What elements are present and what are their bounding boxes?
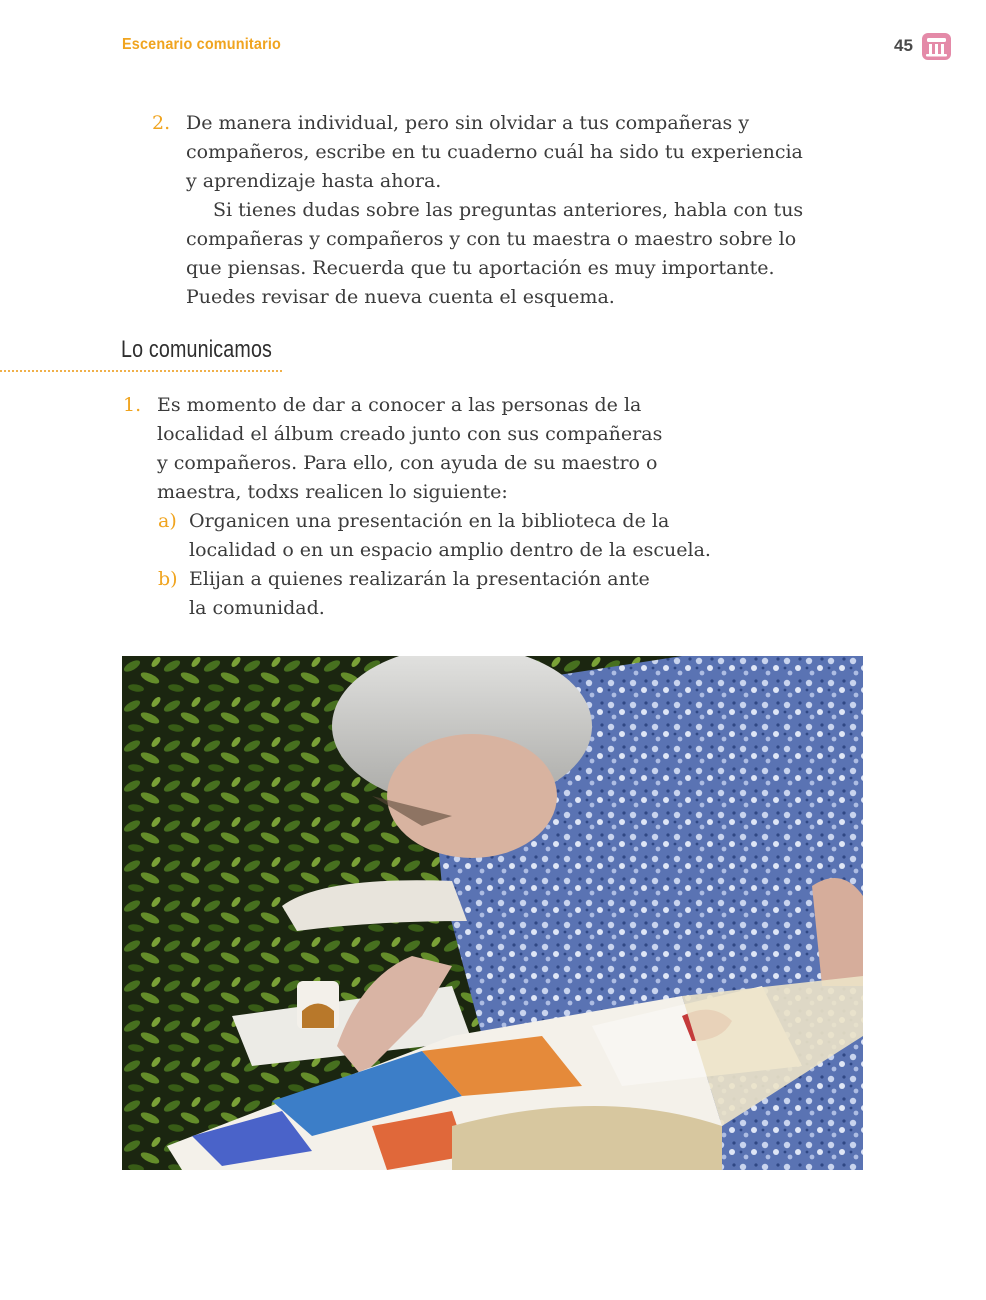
text-line: y aprendizaje hasta ahora. — [186, 170, 442, 192]
list-marker: b) — [158, 568, 178, 590]
text-line: Es momento de dar a conocer a las personas de la — [157, 394, 642, 416]
running-header: Escenario comunitario — [122, 36, 282, 53]
text-line: localidad o en un espacio amplio dentro de la escuela. — [189, 539, 711, 561]
photo-elderly-woman-photo-album — [122, 656, 863, 1170]
text-line: Puedes revisar de nueva cuenta el esquema. — [186, 286, 615, 308]
book-stack-icon — [922, 33, 951, 60]
page-number: 45 — [894, 36, 913, 55]
section-title: Lo comunicamos — [121, 336, 273, 363]
list-marker: a) — [158, 510, 177, 532]
text-line: compañeras y compañeros y con tu maestra o maestro sobre lo — [186, 228, 797, 250]
activity-2-number: 2. — [152, 112, 171, 134]
text-line: que piensas. Recuerda que tu aportación es muy importante. — [186, 257, 775, 279]
text-line: Si tienes dudas sobre las preguntas anteriores, habla con tus — [213, 199, 804, 221]
activity-1-number: 1. — [123, 394, 142, 416]
text-line: y compañeros. Para ello, con ayuda de su maestro o — [157, 452, 658, 474]
text-line: De manera individual, pero sin olvidar a tus compañeras y — [186, 112, 750, 134]
text-line: Elijan a quienes realizarán la presentación ante — [189, 568, 650, 590]
text-line: Organicen una presentación en la biblioteca de la — [189, 510, 670, 532]
section-divider — [0, 370, 282, 372]
text-line: localidad el álbum creado junto con sus compañeras — [157, 423, 663, 445]
text-line: maestra, todxs realicen lo siguiente: — [157, 481, 508, 503]
text-line: la comunidad. — [189, 597, 325, 619]
text-line: compañeros, escribe en tu cuaderno cuál ha sido tu experiencia — [186, 141, 803, 163]
